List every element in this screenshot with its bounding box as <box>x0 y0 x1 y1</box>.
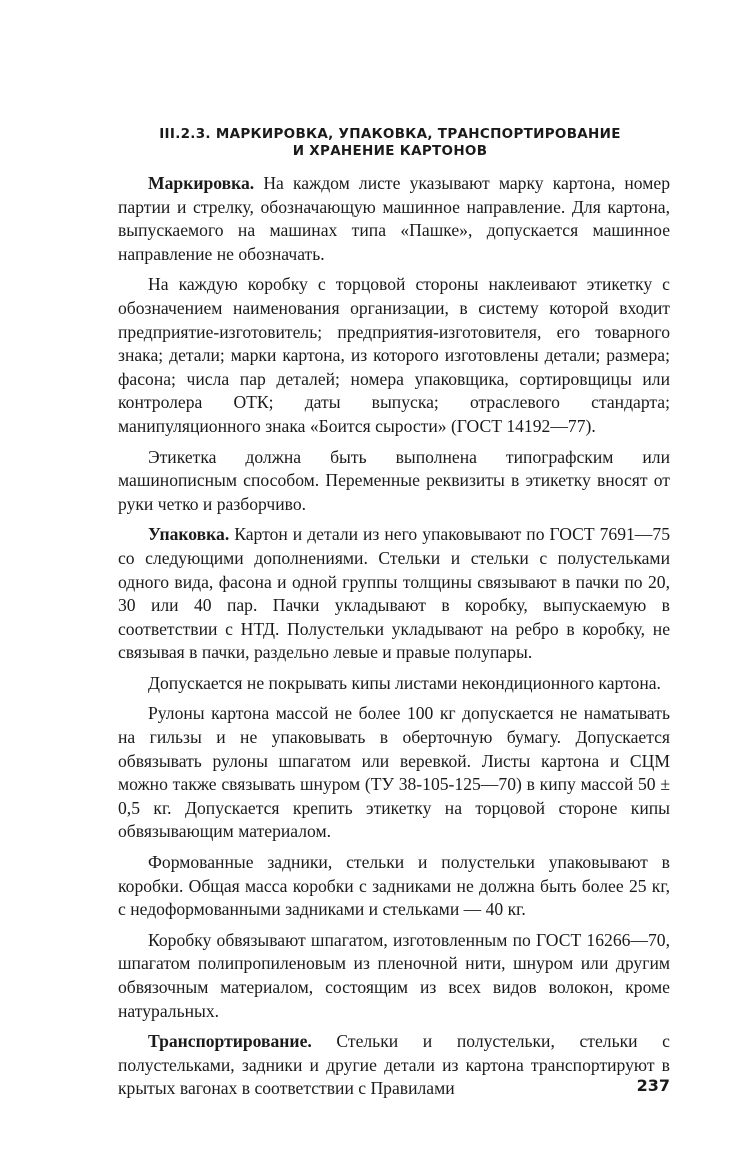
paragraph-lead: Транспортирование. <box>148 1031 312 1052</box>
paragraph-text: Допускается не покрывать кипы листами некондиционного картона. <box>148 672 661 693</box>
paragraph-transport <box>118 1030 670 1101</box>
paragraph-text: Стельки и полустельки, стельки с полустельками, задники и другие детали из картона транспортируют в крытых вагонах в соответствии с Правилами <box>118 1031 670 1099</box>
body-text <box>118 172 670 1108</box>
paragraph-text: Формованные задники, стельки и полустельки упаковывают в коробки. Общая масса коробки с задниками не должна быть более 25 кг, с недоформованными задниками и стельками — 40 кг. <box>118 852 670 920</box>
paragraph-box-tying <box>118 929 670 1023</box>
paragraph-text: Коробку обвязывают шпагатом, изготовленным по ГОСТ 16266—70, шпагатом полипропиленовым из пленочной нити, шнуром или другим обвязочным материалом, состоящим из всех видов волокон, кроме натуральных. <box>118 929 670 1021</box>
paragraph-marking <box>118 172 670 266</box>
section-heading-line-2: И ХРАНЕНИЕ КАРТОНОВ <box>292 143 488 159</box>
section-heading <box>100 126 680 160</box>
paragraph-text: Рулоны картона массой не более 100 кг допускается не наматывать на гильзы и не упаковывать в оберточную бумагу. Допускается обвязывать рулоны шпагатом или веревкой. Листы картона и СЦМ можно также связывать шнуром (ТУ 38-105-125—70) в кипу массой 50 ± 0,5 кг. Допускается крепить этикетку на торцовой стороне кипы обвязывающим материалом. <box>118 703 670 842</box>
paragraph-text: Этикетка должна быть выполнена типографским или машинописным способом. Переменные реквизиты в этикетку вносят от руки четко и разборчиво. <box>118 446 670 514</box>
paragraph-text: На каждом листе указывают марку картона, номер партии и стрелку, обозначающую машинное направление. Для картона, выпускаемого на машинах типа «Пашке», допускается машинное направление не обозначать. <box>118 173 670 264</box>
paragraph-rolls <box>118 702 670 844</box>
paragraph-molded-parts <box>118 851 670 922</box>
section-heading-line-1: III.2.3. МАРКИРОВКА, УПАКОВКА, ТРАНСПОРТИРОВАНИЕ <box>159 126 621 142</box>
paragraph-packing <box>118 523 670 665</box>
paragraph-label <box>118 273 670 438</box>
paragraph-lead: Упаковка. <box>148 524 230 545</box>
page-number: 237 <box>636 1076 670 1095</box>
paragraph-bales <box>118 672 670 696</box>
paragraph-label-method <box>118 446 670 517</box>
paragraph-text: На каждую коробку с торцовой стороны наклеивают этикетку с обозначением наименования организации, в систему которой входит предприятие-изготовитель; предприятия-изготовителя, его товарного знака; детали; марки картона, из которого изготовлены детали; размера; фасона; числа пар деталей; номера упаковщика, сортировщицы или контролера ОТК; даты выпуска; отраслевого стандарта; манипуляционного знака «Боится сырости» (ГОСТ 14192—77). <box>118 274 670 436</box>
paragraph-lead: Маркировка. <box>148 173 255 193</box>
paragraph-text: Картон и детали из него упаковывают по ГОСТ 7691—75 со следующими дополнениями. Стельки и стельки с полустельками одного вида, фасона и одной группы толщины связывают в пачки по 20, 30 или 40 пар. Пачки укладывают в коробку, выпускаемую в соответствии с НТД. Полустельки укладывают на ребро в коробку, не связывая в пачки, раздельно левые и правые полупары. <box>118 524 670 663</box>
